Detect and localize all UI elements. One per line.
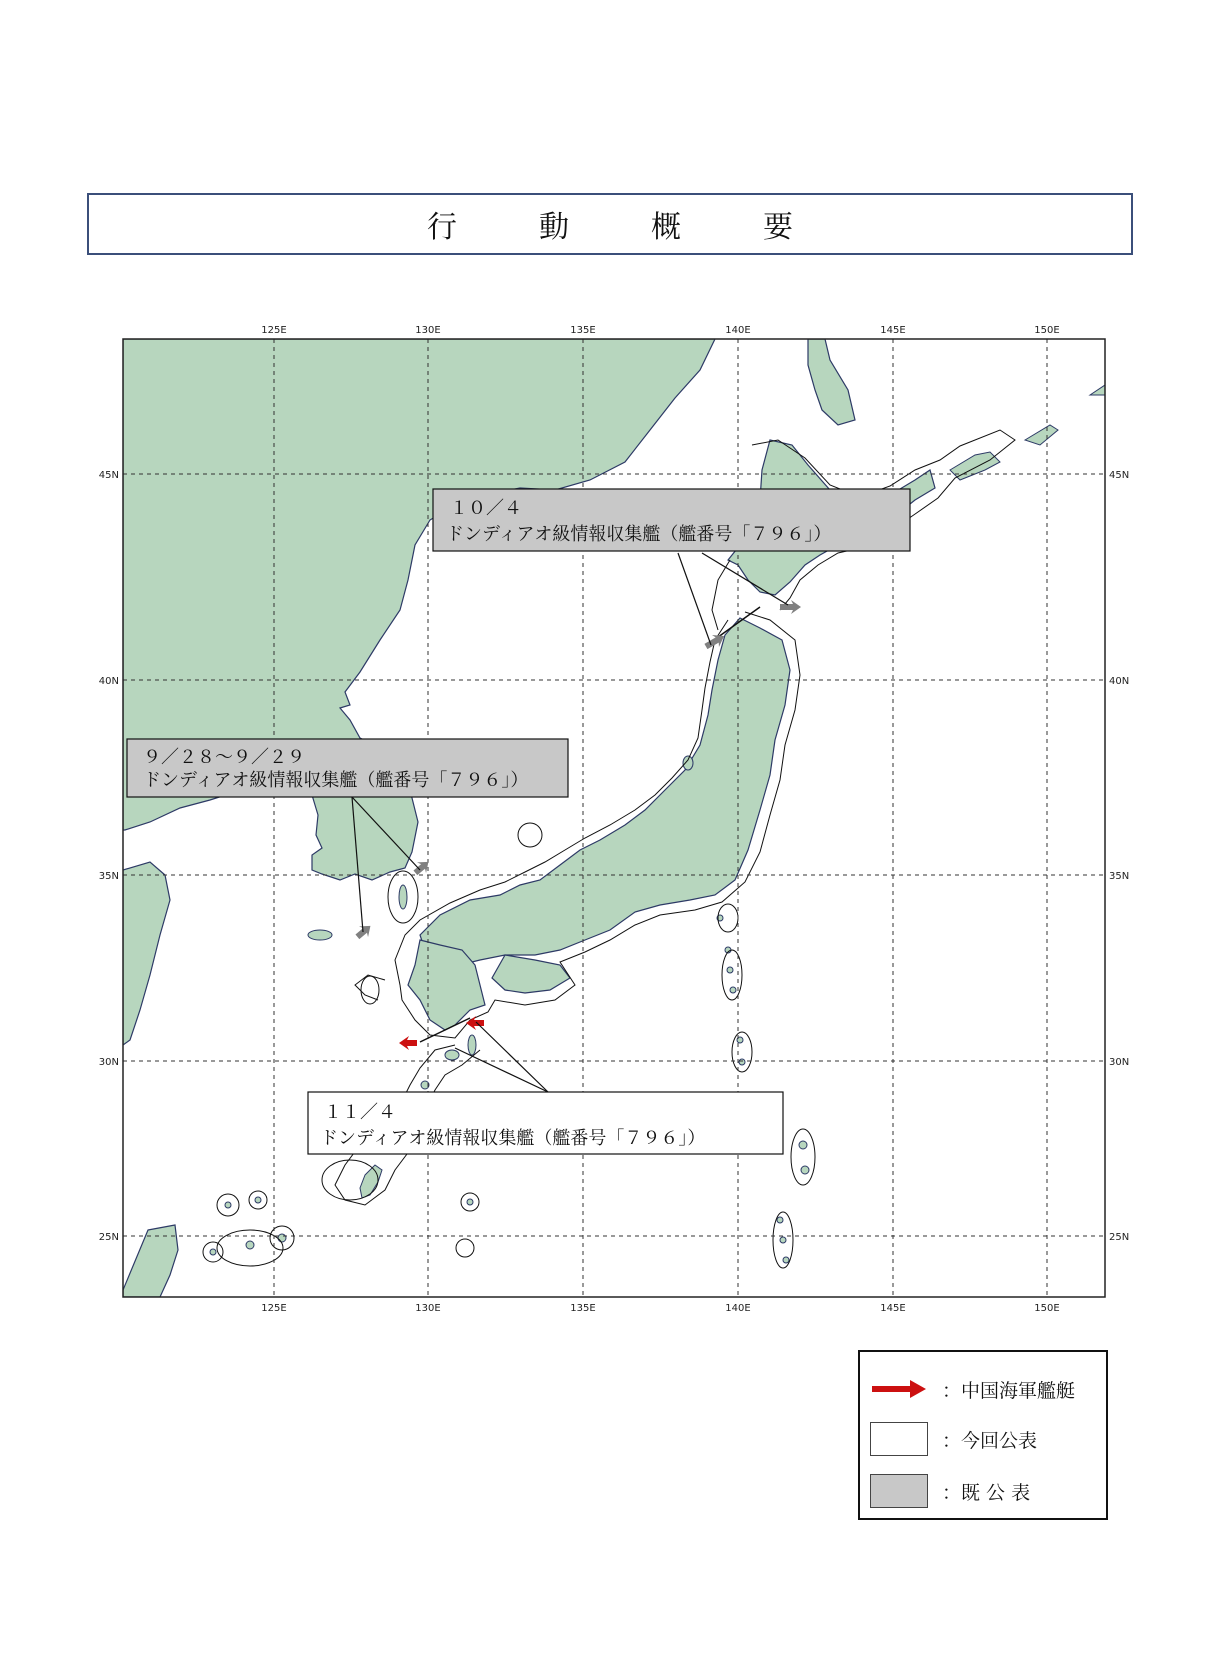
lat-tick-label: 45N (1109, 470, 1130, 481)
legend (858, 1350, 1108, 1520)
lon-tick-label: 150E (1034, 325, 1060, 336)
lat-tick-label: 25N (1109, 1232, 1130, 1243)
callout-oct4 (433, 489, 910, 551)
lon-tick-label: 150E (1034, 1303, 1060, 1314)
callout-nov4 (308, 1092, 783, 1154)
callout-oct4-date: １０／４ (450, 498, 522, 519)
landmass-jeju (308, 930, 332, 940)
legend-row-navy (870, 1372, 1075, 1406)
landmass-tsushima (399, 885, 407, 909)
legend-gray-swatch (870, 1474, 928, 1508)
lon-tick-label: 125E (261, 1303, 287, 1314)
lat-tick-label: 40N (1109, 676, 1130, 687)
lon-tick-label: 135E (570, 325, 596, 336)
lon-tick-label: 135E (570, 1303, 596, 1314)
lon-tick-label: 140E (725, 325, 751, 336)
landmass-tanegashima (468, 1035, 476, 1055)
legend-red-arrow-icon (870, 1372, 928, 1406)
lon-tick-label: 130E (415, 1303, 441, 1314)
callout-sep28 (127, 739, 568, 797)
lat-tick-label: 30N (1109, 1057, 1130, 1068)
legend-row-new (870, 1422, 1037, 1456)
lat-tick-label: 30N (98, 1057, 119, 1068)
legend-new-label: ：今回公表 (942, 1429, 1038, 1452)
lon-tick-label: 130E (415, 325, 441, 336)
lon-tick-label: 145E (880, 325, 906, 336)
page-title: 行 動 概 要 (427, 210, 819, 245)
callout-nov4-date: １１／４ (324, 1102, 396, 1123)
callout-nov4-ship: ドンディアオ級情報収集艦（艦番号「７９６」） (320, 1128, 706, 1149)
lat-tick-label: 25N (98, 1232, 119, 1243)
legend-navy-label: ：中国海軍艦艇 (942, 1379, 1076, 1402)
lat-tick-label: 45N (98, 470, 119, 481)
landmass-yakushima (445, 1050, 459, 1060)
landmass-sado (683, 756, 693, 770)
lon-tick-label: 145E (880, 1303, 906, 1314)
lat-tick-label: 35N (98, 871, 119, 882)
callout-sep28-ship: ドンディアオ級情報収集艦（艦番号「７９６」） (143, 770, 529, 791)
lat-tick-label: 35N (1109, 871, 1130, 882)
legend-white-swatch (870, 1422, 928, 1456)
callout-sep28-date: ９／２８～９／２９ (143, 747, 305, 768)
callout-oct4-ship: ドンディアオ級情報収集艦（艦番号「７９６」） (446, 524, 832, 545)
legend-row-old (870, 1474, 1030, 1508)
lat-tick-label: 40N (98, 676, 119, 687)
legend-old-label: ：既 公 表 (942, 1481, 1031, 1504)
lon-tick-label: 125E (261, 325, 287, 336)
lon-tick-label: 140E (725, 1303, 751, 1314)
